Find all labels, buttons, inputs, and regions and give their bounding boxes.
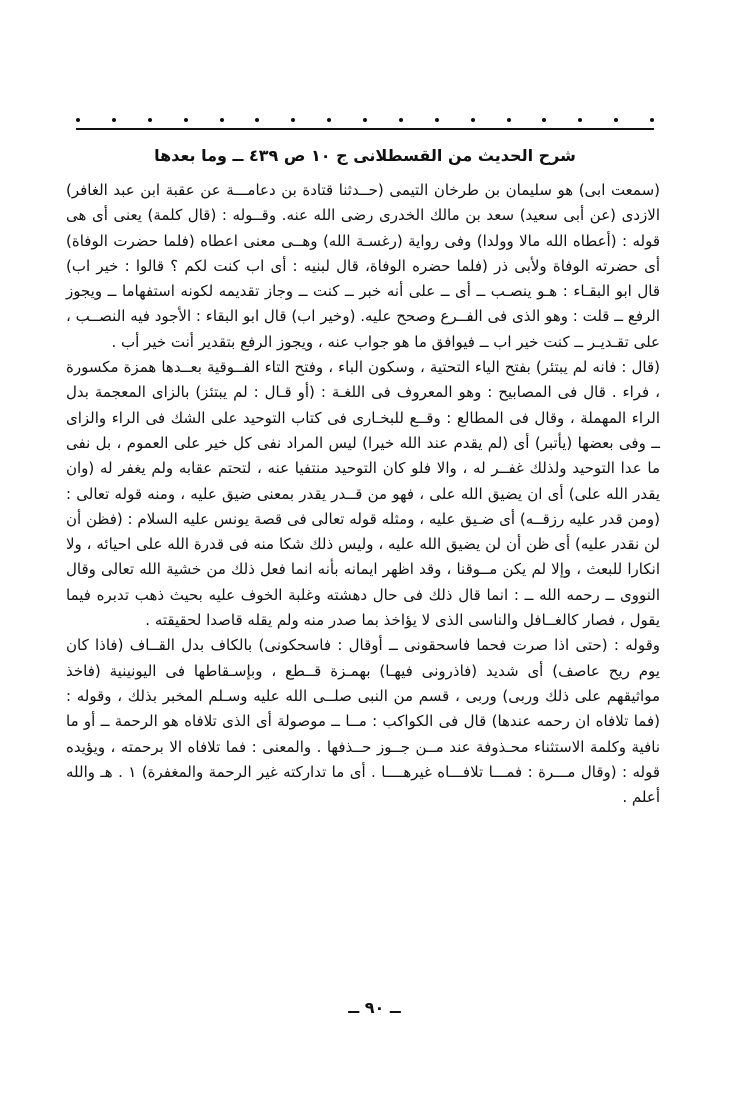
- page-number: ــ ٩٠ ــ: [348, 998, 401, 1017]
- paragraph-1: (سمعت ابى) هو سليمان بن طرخان التيمى (حــدثنا قتادة بن دعامـــة عن عقبة ابن عبد الغافر) الازدى (عن أبى سعيد) سعد بن مالك الخدرى رضى الله عنه. وقــوله : (قال كلمة) يعنى أى هى قوله : (أعطاه الله مالا وولدا) وفى رواية (رغسـة الله) وهــى معنى اعطاه (فلما حضرت الوفاة) أى حضرته الوفاة ولأبى ذر (فلما حضره الوفاة، قال لبنيه : أى اب كنت لكم ؟ قالوا : خير اب) قال ابو البقـاء : هـو ينصـب ــ أى ــ على أنه خبر ــ كنت ــ وجاز تقديمه لكونه استفهاما ــ ويجوز الرفع ــ قلت : وهو الذى فى الفــرع وصحح عليه. (وخير اب) قال ابو البقاء : الأجود فيه النصــب ، على تقـديـر ــ كنت خير اب ــ فيوافق ما هو جواب عنه ، ويجوز الرفع بتقدير أنت خير أب .: [66, 181, 660, 351]
- body-text: [66, 178, 660, 810]
- page-heading: شرح الحديث من القسطلانى ج ١٠ ص ٤٣٩ ــ وما بعدها: [154, 146, 576, 165]
- paragraph-2: (قال : فانه لم يبتئر) بفتح الياء التحتية ، وسكون الباء ، وفتح التاء الفــوقية بعــدها همزة مكسورة ، فراء . قال فى المصابيح : وهو المعروف فى اللغـة : (أو قـال : لم يبتئز) بالزاى المعجمة بدل الراء المهملة ، وقال فى المطالع : وقــع للبخـارى فى كتاب التوحيد على الشك فى الراء والزاى ــ وفى بعضها (يأتبر) أى (لم يقدم عند الله خيرا) ليس المراد نفى كل خير على العموم ، بل نفى ما عدا التوحيد ولذلك غفــر له ، والا فلو كان التوحيد منتفيا عنه ، لتحتم عقابه ولم يغفر له (وان يقدر الله على) أى ان يضيق الله على ، فهو من قــدر يقدر بمعنى ضيق عليه ، ومنه قوله تعالى : (ومن قدر عليه رزقــه) أى ضـيق عليه ، ومثله قوله تعالى فى قصة يونس عليه السلام : (فظن أن لن نقدر عليه) أى ظن أن لن يضيق الله عليه ، وليس ذلك شكا منه فى قدرة الله على احيائه ، ولا انكارا للبعث ، وإلا لم يكن مــوقنا ، وقد اظهر ايمانه بأنه انما فعل ذلك من خشية الله تعالى وقال النووى ــ رحمه الله ــ : انما قال ذلك فى حال دهشته وغلبة الخوف عليه بحيث ذهب تدبره فيما يقول ، فصار كالغــافل والناسى الذى لا يؤاخذ بما صدر منه ولم يقله قاصدا لحقيقته .: [66, 358, 660, 630]
- decorative-dotted-rule: [76, 112, 654, 132]
- paragraph-3: وقوله : (حتى اذا صرت فحما فاسحقونى ــ أوقال : فاسحكونى) بالكاف بدل القــاف (فاذا كان يوم ريح عاصف) أى شديد (فاذرونى فيهـا) بهمـزة قــطع ، وبإسـقاطها فى اليونينية (فاخذ مواثيقهم على ذلك وربى) وربى ، قسم من النبى صلــى الله عليه وسـلم المخبر بذلك ، وقوله : (فما تلافاه ان رحمه عندها) قال فى الكواكب : مــا ــ موصولة أى الذى تلافاه هو الرحمة ــ أو ما نافية وكلمة الاستثناء محـذوفة عند مــن جــوز حــذفها . والمعنى : فما تلافاه الا برحمته ، ويؤيده قوله : (وقال مـــرة : فمـــا تلافـــاه غيرهــــا . أى ما تداركته غير الرحمة والمغفرة) ١ . هـ والله أعلم .: [66, 636, 660, 807]
